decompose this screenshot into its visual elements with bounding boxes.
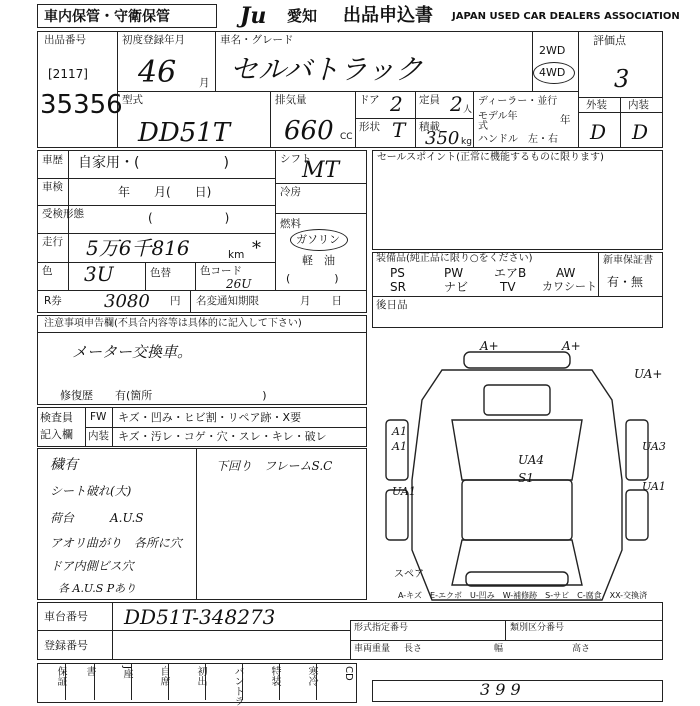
remark-line: アオリ曲がり 各所に穴 — [50, 536, 182, 550]
color-code-label: 色コード — [200, 265, 242, 277]
storage-stamp-label: 車内保管・守衛保管 — [44, 9, 170, 25]
notes-content: メーター交換車。 — [72, 343, 193, 361]
remark-line: 穢有 — [50, 457, 78, 473]
drive-2wd: 2WD — [539, 44, 566, 57]
remark-line: シート破れ(大) — [50, 484, 132, 498]
model-value: DD51T — [138, 118, 231, 148]
interior-inspect-label: 内装 — [88, 430, 109, 442]
equipment-item: AW — [556, 266, 576, 280]
mileage-value: 5万6千816 — [86, 236, 190, 260]
type-designation-label: 形式指定番号 — [354, 623, 409, 633]
history-label: 車歴 — [42, 154, 63, 166]
option-column: 特装 — [243, 663, 280, 700]
option-column: CD — [343, 666, 354, 681]
score-label: 評価点 — [593, 34, 626, 47]
remark-line: 荷台 A.U.S — [50, 511, 144, 525]
option-column-row — [37, 663, 357, 706]
tax-deadline-value: 月 日 — [300, 295, 342, 307]
damage-mark: A+ — [480, 339, 499, 353]
displacement-value: 660 — [284, 116, 334, 146]
spare-label: スペア — [394, 569, 424, 580]
history-value: 自家用・( ) — [78, 155, 229, 171]
recycle-value: 3080 — [104, 291, 150, 312]
option-column: 書 — [66, 663, 95, 700]
tax-deadline-label: 名変通知期限 — [196, 295, 259, 307]
fuel-alt: 軽 油 — [302, 254, 335, 267]
remark-line: 各 A.U.S Pあり — [58, 582, 137, 595]
warranty-value: 有・無 — [607, 275, 644, 289]
option-column: 自席 — [132, 663, 169, 700]
sales-point-block — [372, 150, 663, 250]
damage-mark: UA+ — [634, 367, 663, 381]
drive-4wd: 4WD — [539, 66, 566, 79]
exterior-label: 外装 — [586, 99, 607, 111]
storage-stamp — [37, 4, 217, 28]
reception-value: ( ) — [148, 211, 230, 225]
equipment-item: カワシート — [542, 280, 597, 293]
fuel-label: 燃料 — [280, 218, 301, 230]
repair-history-label: 修復歴 有(箇所 ) — [60, 389, 267, 402]
doors-label: ドア — [359, 94, 380, 106]
displacement-label: 排気量 — [275, 94, 307, 106]
aircon-label: 冷房 — [280, 186, 301, 198]
width-label: 幅 — [494, 644, 504, 654]
warranty-label: 新車保証書 — [603, 255, 653, 266]
model-label: 型式 — [122, 94, 143, 106]
chassis-label: 車台番号 — [44, 610, 88, 623]
equipment-item: エアB — [494, 266, 527, 280]
shift-label: シフト — [280, 153, 312, 165]
damage-mark: UA1 — [642, 480, 666, 493]
prefecture: 愛知 — [287, 7, 318, 25]
after-market-label: 後日品 — [376, 299, 408, 311]
mileage-mark: * — [252, 238, 261, 259]
vehicle-weight-label: 車両重量 — [354, 644, 391, 654]
height-label: 高さ — [572, 644, 591, 654]
inspector-label-2: 記入欄 — [40, 428, 73, 441]
chassis-value: DD51T-348273 — [124, 605, 276, 629]
interior-value: D — [632, 120, 649, 144]
mileage-label: 走行 — [42, 236, 63, 248]
option-column: 寒冷 — [280, 663, 317, 700]
capacity-label: 定員 — [419, 94, 440, 106]
first-registration-label: 初度登録年月 — [122, 34, 185, 46]
equipment-item: ナビ — [444, 280, 469, 294]
body-value: T — [392, 118, 406, 142]
association-name: JAPAN USED CAR DEALERS ASSOCIATION — [452, 11, 680, 22]
equipment-item: TV — [500, 280, 516, 294]
load-unit: kg — [461, 137, 472, 147]
color-change-label: 色替 — [150, 267, 171, 279]
shaken-value: 年 月( 日) — [118, 185, 212, 199]
color-value: 3U — [84, 262, 114, 286]
notes-title: 注意事項申告欄(不具合内容等は具体的に記入して下さい) — [44, 318, 302, 329]
damage-mark: UA3 — [642, 440, 666, 453]
mileage-unit: km — [228, 249, 245, 261]
equipment-item: PS — [390, 266, 405, 280]
classification-label: 類別区分番号 — [510, 623, 565, 633]
car-name-value: セルバトラック — [230, 53, 423, 86]
model-year-label: モデル年式 — [478, 111, 518, 132]
damage-mark: A+ — [562, 339, 581, 353]
shaken-label: 車検 — [42, 181, 63, 193]
recycle-unit: 円 — [170, 295, 181, 307]
interior-label: 内装 — [628, 99, 649, 111]
displacement-unit: CC — [340, 132, 353, 142]
color-code-value: 26U — [226, 277, 252, 291]
load-value: 350 — [425, 128, 460, 149]
capacity-unit: 人 — [463, 105, 473, 115]
capacity-value: 2 — [450, 92, 463, 116]
equipment-title: 装備品(純正品に限り○をください) — [376, 253, 533, 264]
lot-number-label: 出品番号 — [44, 34, 86, 46]
length-label: 長さ — [404, 644, 423, 654]
option-column: 保証 — [37, 663, 66, 700]
after-market-block — [372, 296, 663, 328]
document-title: 出品申込書 — [343, 5, 433, 26]
damage-mark: A1 — [392, 440, 407, 453]
registration-label: 登録番号 — [44, 639, 88, 652]
load-label: 積載 — [419, 121, 440, 133]
body-label: 形状 — [359, 121, 380, 133]
equipment-item: SR — [390, 280, 406, 294]
damage-legend: A-キズ E-エクボ U-凹み W-補修跡 S-サビ C-腐食 XX-交換済 — [398, 591, 648, 600]
exterior-value: D — [590, 120, 607, 144]
option-column: J座 — [95, 663, 132, 700]
option-column: 初出 — [169, 663, 206, 700]
year-unit: 年 — [560, 114, 571, 126]
score-value: 3 — [614, 65, 630, 93]
lot-number: 35356 — [40, 90, 123, 120]
damage-mark: S1 — [518, 471, 534, 485]
date-value: 3 9 9 — [480, 680, 521, 699]
sales-point-title: セールスポイント(正常に機能するものに限ります) — [377, 152, 604, 163]
fuel-value: ガソリン — [296, 233, 340, 246]
shift-value: MT — [302, 158, 340, 183]
fw-items: キズ・凹み・ヒビ割・リペア跡・X要 — [118, 411, 302, 424]
doors-value: 2 — [390, 92, 403, 116]
interior-inspect-items: キズ・汚レ・コゲ・穴・スレ・キレ・破レ — [118, 430, 327, 443]
car-name-label: 車名・グレード — [220, 34, 294, 46]
first-registration-value: 46 — [138, 55, 177, 90]
ju-logo: Ju — [240, 3, 267, 29]
remark-line: ドア内側ビス穴 — [50, 559, 134, 573]
equipment-item: PW — [444, 266, 464, 280]
equipment-grid — [376, 265, 596, 295]
reception-label: 受検形態 — [42, 208, 84, 220]
remark-right-line: 下回り フレームS.C — [216, 459, 333, 473]
dealer-label: ディーラー・並行 — [478, 96, 558, 107]
damage-mark: UA4 — [518, 453, 545, 467]
fuel-paren: ( ) — [286, 272, 339, 285]
top-info-block — [37, 31, 663, 148]
fw-label: FW — [90, 411, 107, 423]
color-label: 色 — [42, 265, 53, 277]
inspector-label: 検査員 — [40, 411, 73, 424]
damage-mark: A1 — [392, 425, 407, 438]
lot-sub-number: [2117] — [48, 67, 88, 81]
handle-label: ハンドル 左・右 — [478, 134, 558, 145]
first-registration-month: 月 — [199, 77, 210, 89]
recycle-label: R券 — [44, 295, 62, 307]
damage-mark: UA1 — [392, 485, 416, 498]
option-column: バントラ — [206, 663, 243, 700]
